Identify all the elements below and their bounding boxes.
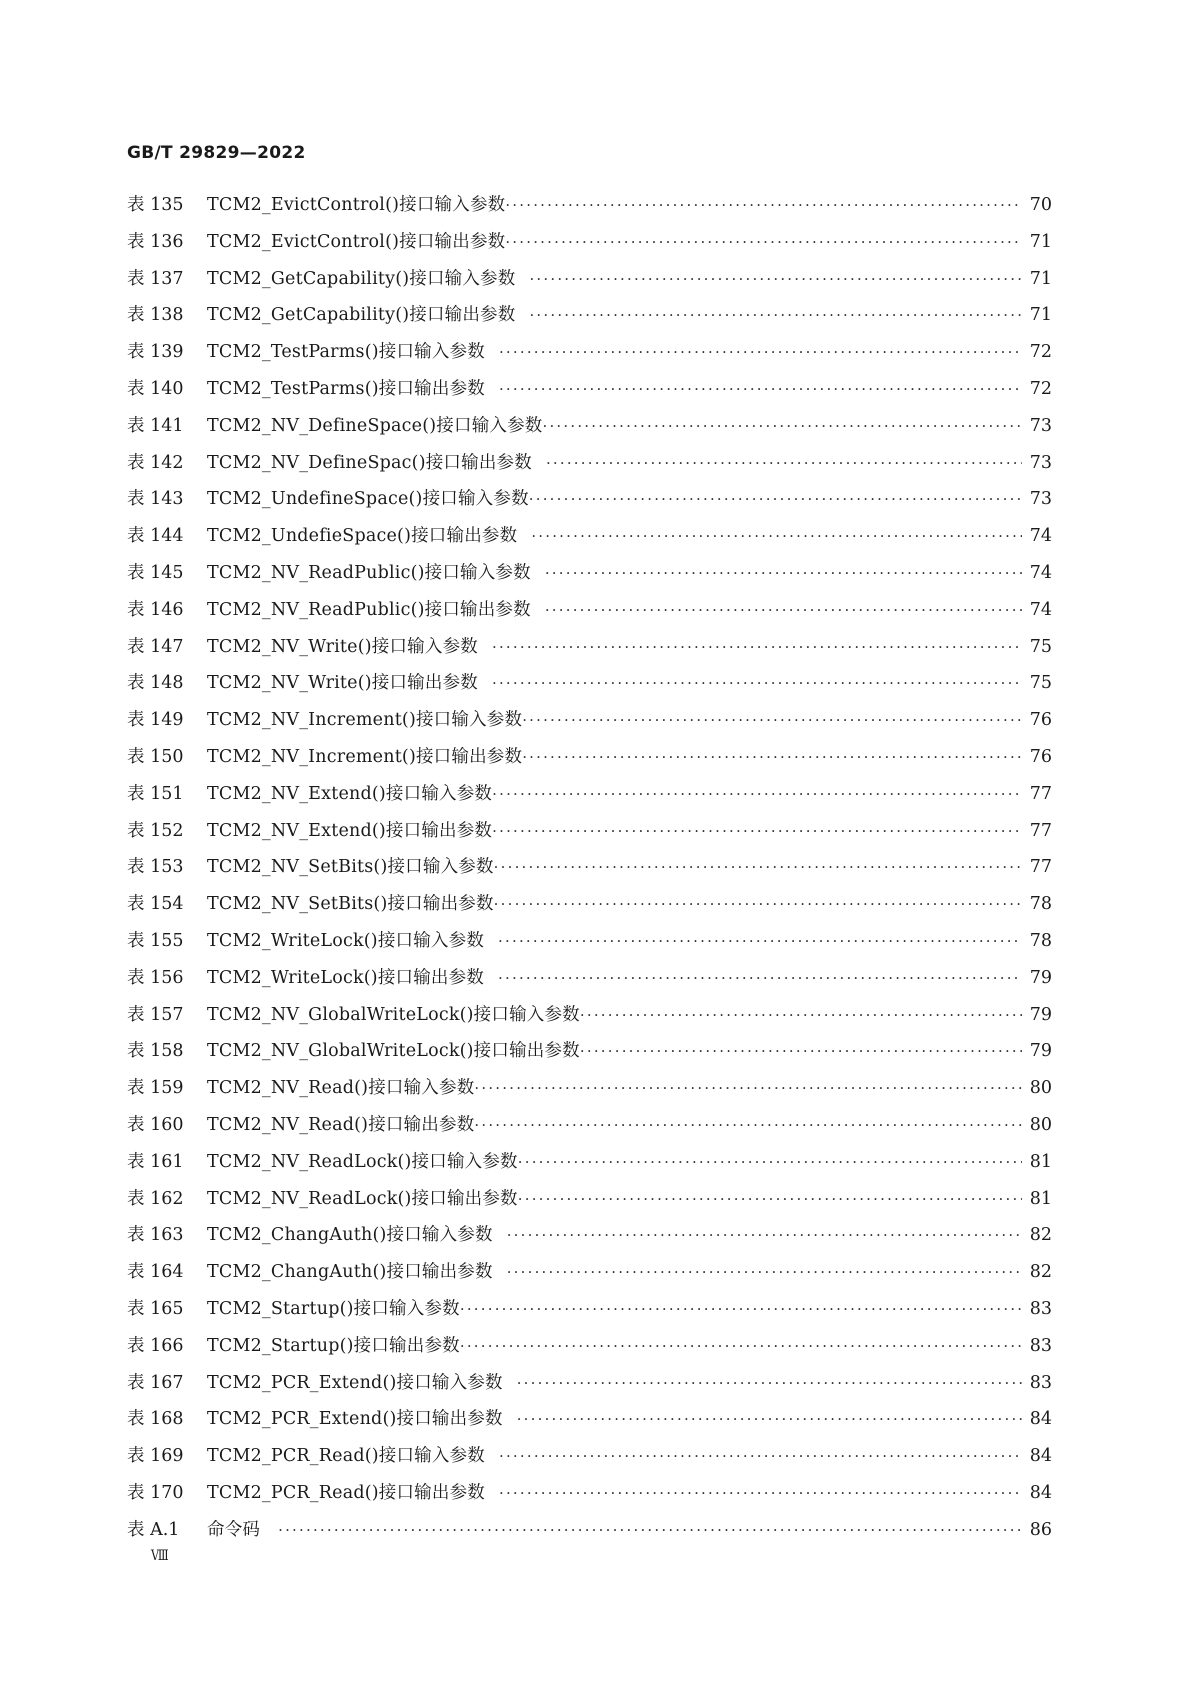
toc-entry-number: 表 160 <box>127 1114 184 1135</box>
toc-entry-page: 73 <box>1029 452 1052 473</box>
toc-entry-page: 81 <box>1029 1151 1052 1172</box>
toc-entry-page: 79 <box>1029 967 1052 988</box>
toc-dot-leader <box>493 1226 1022 1244</box>
toc-entry[interactable] <box>127 412 1052 449</box>
toc-entry[interactable] <box>127 669 1052 706</box>
table-of-contents <box>127 191 1052 1552</box>
toc-entry-number: 表 156 <box>127 967 184 988</box>
toc-entry[interactable] <box>127 780 1052 817</box>
toc-dot-leader <box>492 822 1022 840</box>
toc-entry-title: TCM2_PCR_Extend()接口输出参数 <box>207 1409 503 1430</box>
toc-entry[interactable] <box>127 485 1052 522</box>
toc-entry[interactable] <box>127 1001 1052 1038</box>
toc-entry-page: 80 <box>1029 1114 1052 1135</box>
toc-entry-number: 表 139 <box>127 342 184 363</box>
toc-entry-title: TCM2_EvictControl()接口输入参数 <box>207 195 506 215</box>
toc-entry-title: TCM2_NV_Write()接口输入参数 <box>207 636 478 657</box>
toc-entry-title: TCM2_UndefineSpace()接口输入参数 <box>207 489 529 510</box>
toc-dot-leader <box>518 1190 1022 1208</box>
toc-entry-page: 72 <box>1029 378 1052 399</box>
toc-dot-leader <box>531 564 1022 582</box>
toc-entry-page: 82 <box>1029 1225 1052 1246</box>
toc-entry-number: 表 141 <box>127 415 184 436</box>
toc-entry-number: 表 138 <box>127 305 184 326</box>
toc-entry-number: 表 164 <box>127 1262 184 1283</box>
toc-entry-page: 77 <box>1029 820 1052 841</box>
toc-entry-page: 84 <box>1029 1446 1052 1467</box>
toc-entry-number: 表 140 <box>127 378 184 399</box>
toc-entry-title: TCM2_UndefieSpace()接口输出参数 <box>207 526 518 547</box>
toc-entry-title: TCM2_PCR_Extend()接口输入参数 <box>207 1372 503 1393</box>
toc-entry-title: 命令码 <box>207 1519 261 1540</box>
toc-entry-number: 表 167 <box>127 1372 184 1393</box>
toc-entry[interactable] <box>127 853 1052 890</box>
toc-entry-number: 表 152 <box>127 820 184 841</box>
toc-entry-page: 71 <box>1029 231 1052 252</box>
toc-entry-number: 表 169 <box>127 1446 184 1467</box>
toc-dot-leader <box>580 1006 1022 1024</box>
toc-dot-leader <box>485 1484 1022 1502</box>
toc-entry-page: 77 <box>1029 857 1052 878</box>
toc-entry-number: 表 136 <box>127 231 184 252</box>
toc-entry[interactable] <box>127 522 1052 559</box>
toc-dot-leader <box>474 1079 1022 1097</box>
toc-dot-leader <box>522 748 1022 766</box>
toc-dot-leader <box>543 417 1023 435</box>
toc-entry[interactable] <box>127 1185 1052 1222</box>
toc-entry[interactable] <box>127 633 1052 670</box>
toc-dot-leader <box>474 1116 1022 1134</box>
toc-entry-title: TCM2_NV_ReadPublic()接口输入参数 <box>207 562 531 583</box>
toc-entry[interactable] <box>127 1258 1052 1295</box>
toc-entry-page: 74 <box>1029 599 1052 620</box>
toc-entry-title: TCM2_NV_Write()接口输出参数 <box>207 673 478 694</box>
toc-dot-leader <box>484 969 1022 987</box>
toc-dot-leader <box>503 1374 1022 1392</box>
toc-dot-leader <box>494 858 1022 876</box>
toc-dot-leader <box>515 270 1022 288</box>
toc-entry[interactable] <box>127 1221 1052 1258</box>
toc-entry-title: TCM2_Startup()接口输出参数 <box>207 1335 460 1356</box>
page-number: Ⅷ <box>151 1548 168 1564</box>
toc-entry[interactable] <box>127 449 1052 486</box>
toc-entry-page: 71 <box>1029 305 1052 326</box>
toc-entry-title: TCM2_NV_SetBits()接口输出参数 <box>207 894 494 915</box>
toc-entry-page: 75 <box>1029 636 1052 657</box>
toc-entry-page: 83 <box>1029 1335 1052 1356</box>
toc-entry-title: TCM2_NV_SetBits()接口输入参数 <box>207 857 494 878</box>
toc-dot-leader <box>260 1521 1022 1539</box>
toc-entry-number: 表 142 <box>127 452 184 473</box>
toc-entry[interactable] <box>127 964 1052 1001</box>
toc-entry-page: 78 <box>1029 930 1052 951</box>
toc-entry-number: 表 146 <box>127 599 184 620</box>
toc-entry[interactable] <box>127 1332 1052 1369</box>
toc-entry-number: 表 144 <box>127 526 184 547</box>
toc-entry-title: TCM2_NV_Read()接口输出参数 <box>207 1114 475 1135</box>
toc-entry[interactable] <box>127 1037 1052 1074</box>
toc-dot-leader <box>531 601 1022 619</box>
toc-dot-leader <box>485 380 1022 398</box>
toc-entry[interactable] <box>127 1148 1052 1185</box>
toc-entry-number: 表 145 <box>127 562 184 583</box>
toc-entry-number: 表 153 <box>127 857 184 878</box>
document-header: GB/T 29829—2022 <box>127 143 306 163</box>
toc-dot-leader <box>485 1447 1022 1465</box>
toc-entry[interactable] <box>127 1516 1052 1553</box>
toc-entry-number: 表 A.1 <box>127 1519 180 1540</box>
toc-entry-title: TCM2_NV_ReadPublic()接口输出参数 <box>207 599 531 620</box>
toc-dot-leader <box>484 932 1022 950</box>
toc-entry-page: 84 <box>1029 1409 1052 1430</box>
toc-entry-title: TCM2_GetCapability()接口输出参数 <box>207 305 516 326</box>
toc-entry-number: 表 157 <box>127 1004 184 1025</box>
toc-entry-title: TCM2_NV_GlobalWriteLock()接口输出参数 <box>207 1041 580 1062</box>
toc-entry-number: 表 168 <box>127 1409 184 1430</box>
toc-dot-leader <box>529 490 1022 508</box>
toc-entry-page: 79 <box>1029 1041 1052 1062</box>
toc-dot-leader <box>517 527 1022 545</box>
toc-dot-leader <box>460 1337 1022 1355</box>
toc-entry-number: 表 162 <box>127 1188 184 1209</box>
toc-entry-number: 表 151 <box>127 783 184 804</box>
toc-entry[interactable] <box>127 1369 1052 1406</box>
toc-entry[interactable] <box>127 1295 1052 1332</box>
toc-entry-page: 83 <box>1029 1372 1052 1393</box>
toc-entry-number: 表 159 <box>127 1078 184 1099</box>
toc-entry-title: TCM2_NV_Extend()接口输入参数 <box>207 783 493 804</box>
toc-entry-number: 表 165 <box>127 1298 184 1319</box>
toc-dot-leader <box>460 1300 1022 1318</box>
toc-entry[interactable] <box>127 927 1052 964</box>
toc-entry[interactable] <box>127 817 1052 854</box>
toc-entry-page: 84 <box>1029 1482 1052 1503</box>
toc-entry-title: TCM2_NV_DefineSpace()接口输入参数 <box>207 415 543 436</box>
toc-entry-title: TCM2_NV_ReadLock()接口输出参数 <box>207 1188 518 1209</box>
toc-dot-leader <box>492 785 1022 803</box>
toc-entry-title: TCM2_PCR_Read()接口输出参数 <box>207 1482 485 1503</box>
toc-entry[interactable] <box>127 1479 1052 1516</box>
toc-entry-page: 81 <box>1029 1188 1052 1209</box>
toc-dot-leader <box>518 1153 1022 1171</box>
toc-entry[interactable] <box>127 191 1052 228</box>
toc-entry-number: 表 137 <box>127 268 184 289</box>
toc-entry-title: TCM2_ChangAuth()接口输入参数 <box>207 1225 493 1246</box>
toc-entry-title: TCM2_GetCapability()接口输入参数 <box>207 268 516 289</box>
toc-entry-title: TCM2_ChangAuth()接口输出参数 <box>207 1262 493 1283</box>
toc-entry-number: 表 149 <box>127 710 184 731</box>
toc-entry-title: TCM2_NV_ReadLock()接口输入参数 <box>207 1151 518 1172</box>
toc-entry-number: 表 155 <box>127 930 184 951</box>
toc-entry-number: 表 154 <box>127 894 184 915</box>
toc-entry[interactable] <box>127 890 1052 927</box>
toc-dot-leader <box>494 895 1022 913</box>
toc-entry[interactable] <box>127 1405 1052 1442</box>
toc-entry[interactable] <box>127 559 1052 596</box>
toc-entry-title: TCM2_NV_Read()接口输入参数 <box>207 1078 475 1099</box>
toc-entry-number: 表 148 <box>127 673 184 694</box>
toc-dot-leader <box>478 674 1022 692</box>
toc-entry-number: 表 135 <box>127 195 184 215</box>
toc-entry-title: TCM2_Startup()接口输入参数 <box>207 1298 460 1319</box>
toc-entry[interactable] <box>127 596 1052 633</box>
toc-entry-page: 72 <box>1029 342 1052 363</box>
toc-entry-page: 73 <box>1029 489 1052 510</box>
toc-entry-page: 75 <box>1029 673 1052 694</box>
toc-entry[interactable] <box>127 1442 1052 1479</box>
toc-dot-leader <box>503 1410 1022 1428</box>
toc-entry-page: 70 <box>1029 195 1052 215</box>
toc-entry-title: TCM2_NV_Increment()接口输入参数 <box>207 710 523 731</box>
toc-entry-page: 71 <box>1029 268 1052 289</box>
toc-entry-page: 78 <box>1029 894 1052 915</box>
toc-entry-page: 83 <box>1029 1298 1052 1319</box>
toc-entry-page: 76 <box>1029 746 1052 767</box>
toc-dot-leader <box>505 233 1022 251</box>
toc-entry-page: 74 <box>1029 526 1052 547</box>
toc-dot-leader <box>478 638 1022 656</box>
toc-entry-title: TCM2_NV_Extend()接口输出参数 <box>207 820 493 841</box>
toc-entry-number: 表 158 <box>127 1041 184 1062</box>
toc-entry-number: 表 170 <box>127 1482 184 1503</box>
toc-dot-leader <box>580 1042 1022 1060</box>
toc-entry-title: TCM2_EvictControl()接口输出参数 <box>207 231 506 252</box>
toc-entry-title: TCM2_TestParms()接口输出参数 <box>207 378 485 399</box>
toc-entry-page: 82 <box>1029 1262 1052 1283</box>
toc-entry-number: 表 150 <box>127 746 184 767</box>
toc-entry-page: 79 <box>1029 1004 1052 1025</box>
toc-entry-title: TCM2_PCR_Read()接口输入参数 <box>207 1446 485 1467</box>
toc-dot-leader <box>493 1263 1022 1281</box>
toc-entry-number: 表 147 <box>127 636 184 657</box>
toc-entry-title: TCM2_WriteLock()接口输出参数 <box>207 967 485 988</box>
toc-dot-leader <box>532 454 1022 472</box>
toc-entry-number: 表 166 <box>127 1335 184 1356</box>
toc-dot-leader <box>522 711 1022 729</box>
toc-entry-title: TCM2_WriteLock()接口输入参数 <box>207 930 485 951</box>
toc-entry[interactable] <box>127 375 1052 412</box>
toc-dot-leader <box>515 306 1022 324</box>
toc-entry-title: TCM2_NV_Increment()接口输出参数 <box>207 746 523 767</box>
toc-entry-title: TCM2_NV_DefineSpac()接口输出参数 <box>207 452 532 473</box>
toc-dot-leader <box>505 196 1022 214</box>
toc-entry[interactable] <box>127 228 1052 265</box>
toc-entry-title: TCM2_NV_GlobalWriteLock()接口输入参数 <box>207 1004 580 1025</box>
toc-entry[interactable] <box>127 1111 1052 1148</box>
toc-entry-page: 80 <box>1029 1078 1052 1099</box>
toc-entry[interactable] <box>127 338 1052 375</box>
toc-entry[interactable] <box>127 743 1052 780</box>
toc-entry-number: 表 161 <box>127 1151 184 1172</box>
toc-entry-page: 73 <box>1029 415 1052 436</box>
toc-entry-page: 86 <box>1029 1519 1052 1540</box>
toc-entry[interactable] <box>127 706 1052 743</box>
toc-entry[interactable] <box>127 301 1052 338</box>
toc-entry-page: 77 <box>1029 783 1052 804</box>
toc-entry-number: 表 143 <box>127 489 184 510</box>
toc-entry-page: 74 <box>1029 562 1052 583</box>
toc-entry-page: 76 <box>1029 710 1052 731</box>
toc-entry[interactable] <box>127 1074 1052 1111</box>
toc-entry-number: 表 163 <box>127 1225 184 1246</box>
toc-entry[interactable] <box>127 265 1052 302</box>
toc-dot-leader <box>485 343 1022 361</box>
toc-entry-title: TCM2_TestParms()接口输入参数 <box>207 342 485 363</box>
